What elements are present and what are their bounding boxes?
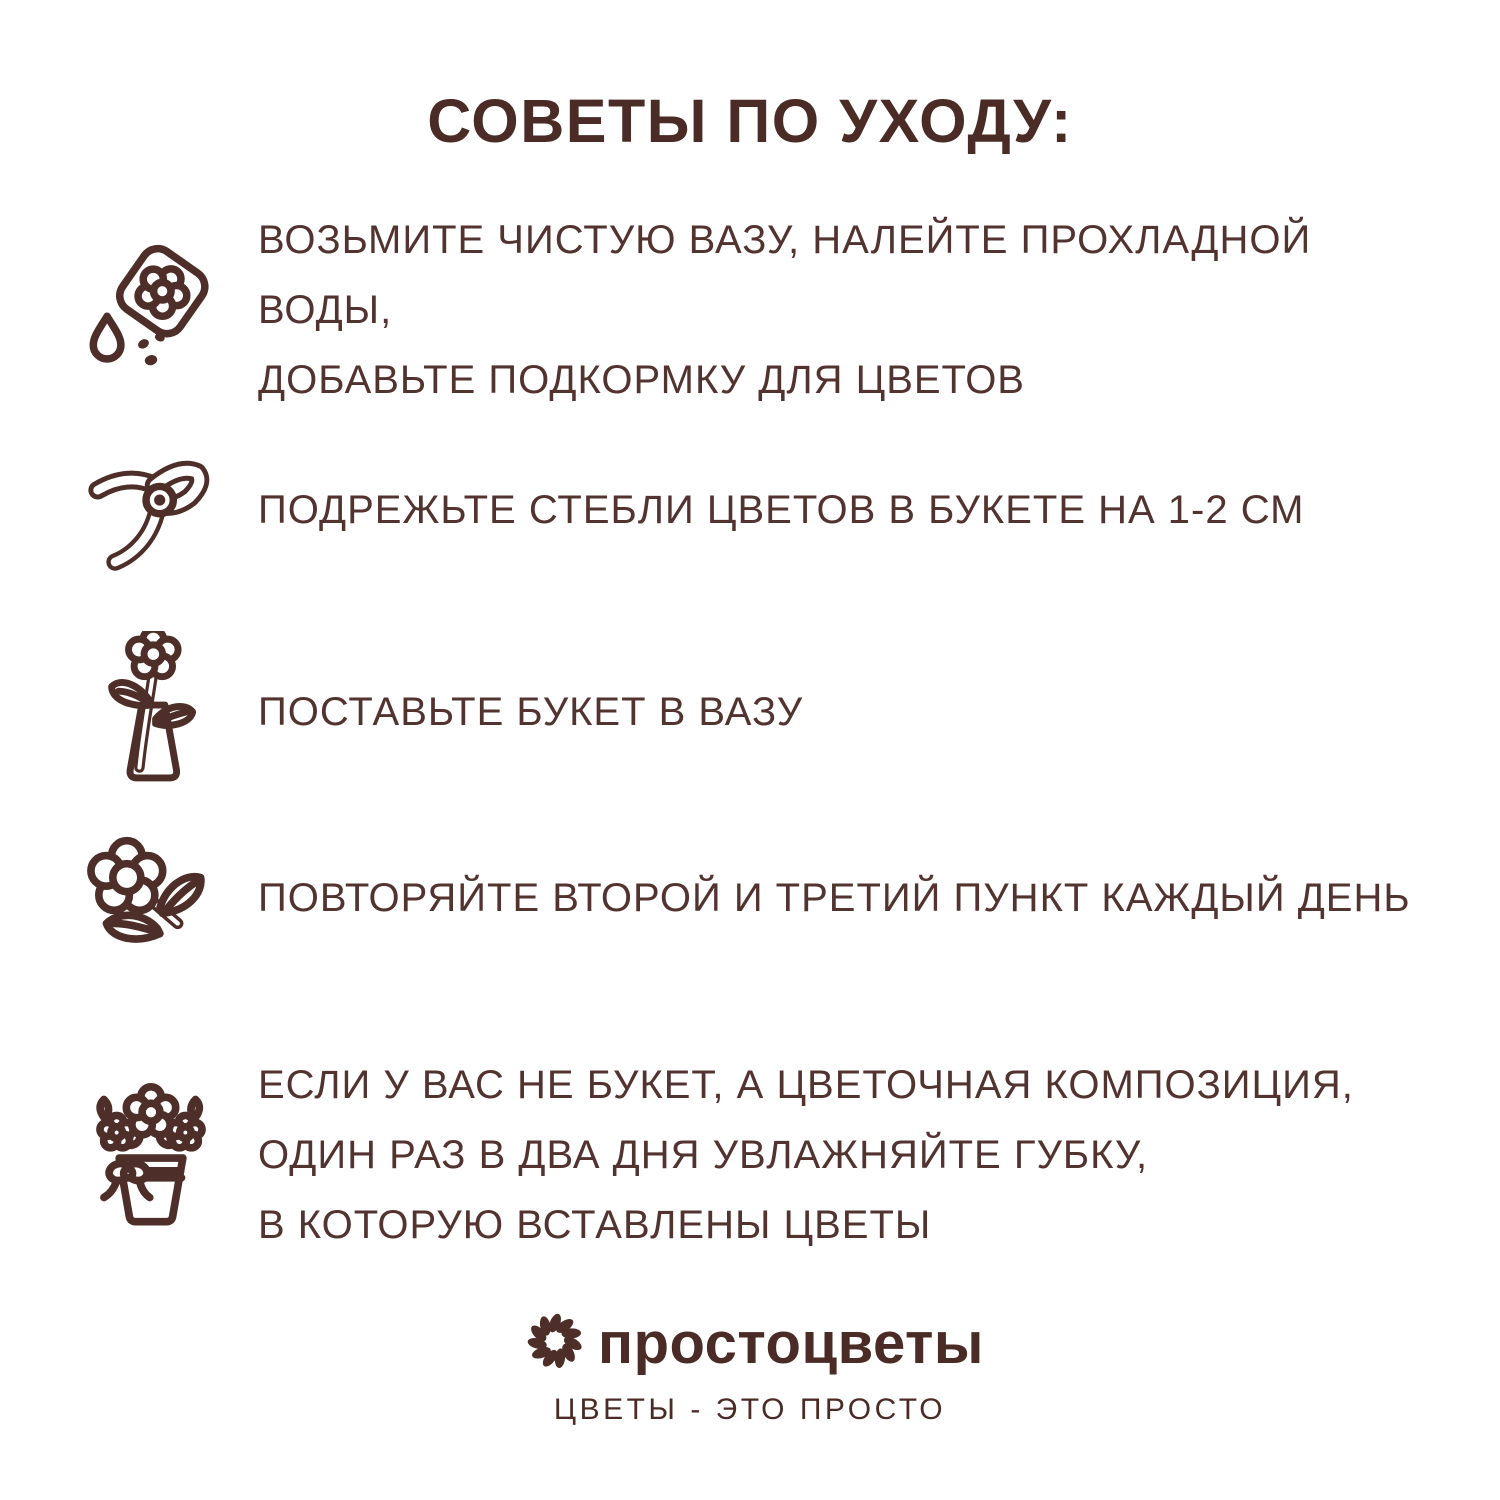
tip-5-line-1: ЕСЛИ У ВАС НЕ БУКЕТ, А ЦВЕТОЧНАЯ КОМПОЗИЦИЯ, bbox=[258, 1063, 1354, 1107]
care-tip-row-3 bbox=[80, 626, 1440, 798]
tip-5-line-3: В КОТОРУЮ ВСТАВЛЕНЫ ЦВЕТЫ bbox=[258, 1203, 932, 1247]
pruner-icon bbox=[80, 448, 222, 572]
vase-flower-icon bbox=[80, 631, 222, 793]
brand-tagline: ЦВЕТЫ - ЭТО ПРОСТО bbox=[553, 1393, 947, 1426]
tip-3-line-1: ПОСТАВЬТЕ БУКЕТ В ВАЗУ bbox=[258, 690, 804, 734]
tip-text-2 bbox=[258, 475, 1304, 545]
tip-5-line-2: ОДИН РАЗ В ДВА ДНЯ УВЛАЖНЯЙТЕ ГУБКУ, bbox=[258, 1133, 1149, 1177]
tip-4-line-1: ПОВТОРЯЙТЕ ВТОРОЙ И ТРЕТИЙ ПУНКТ КАЖДЫЙ ДЕНЬ bbox=[258, 876, 1411, 920]
tip-text-1 bbox=[258, 205, 1440, 415]
fertilizer-packet-icon bbox=[80, 241, 222, 379]
flower-pot-icon bbox=[80, 1079, 222, 1232]
tip-1-line-1: ВОЗЬМИТЕ ЧИСТУЮ ВАЗУ, НАЛЕЙТЕ ПРОХЛАДНОЙ ВОДЫ, bbox=[258, 218, 1312, 332]
page-title: СОВЕТЫ ПО УХОДУ: bbox=[427, 87, 1073, 155]
tip-text-5 bbox=[258, 1050, 1354, 1260]
brand-footer bbox=[0, 1302, 1500, 1427]
tip-1-line-2: ДОБАВЬТЕ ПОДКОРМКУ ДЛЯ ЦВЕТОВ bbox=[258, 358, 1025, 402]
brand-logo-text: простоцветы bbox=[598, 1311, 984, 1376]
flower-icon bbox=[80, 834, 222, 962]
care-tip-row-2 bbox=[80, 442, 1440, 578]
care-tip-row-1 bbox=[80, 218, 1440, 402]
flower-logo-icon bbox=[516, 1302, 594, 1385]
care-tip-row-5 bbox=[80, 1040, 1440, 1270]
tip-text-3 bbox=[258, 677, 803, 747]
brand-logo bbox=[0, 1302, 1500, 1385]
care-tip-row-4 bbox=[80, 826, 1440, 970]
tip-text-4 bbox=[258, 863, 1411, 933]
tip-2-line-1: ПОДРЕЖЬТЕ СТЕБЛИ ЦВЕТОВ В БУКЕТЕ НА 1-2 СМ bbox=[258, 488, 1305, 532]
